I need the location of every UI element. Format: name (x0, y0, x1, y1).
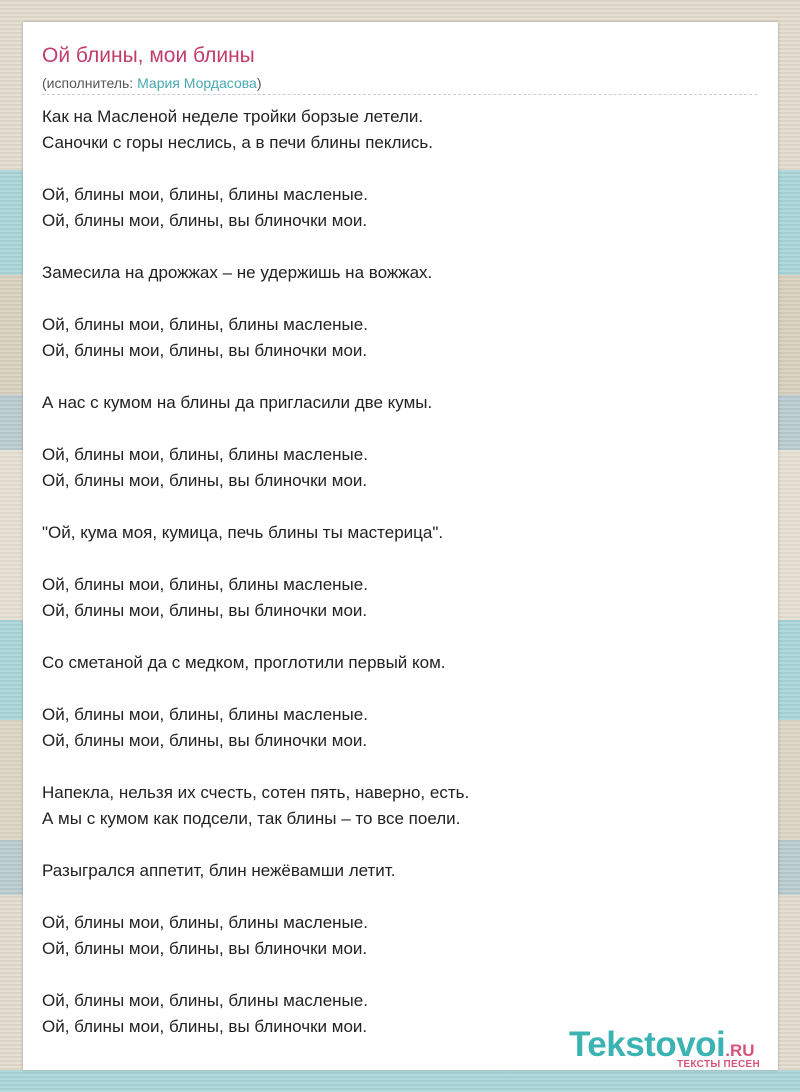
stanza-gap (42, 416, 469, 442)
artist-prefix: (исполнитель: (42, 75, 138, 91)
logo-name: Tekstovoi (569, 1025, 726, 1064)
lyric-line: А мы с кумом как подсели, так блины – то все поели. (42, 809, 461, 828)
lyric-line: Ой, блины мои, блины, вы блиночки мои. (42, 211, 368, 230)
logo-domain: .RU (725, 1041, 755, 1060)
stanza-gap (42, 286, 469, 312)
lyric-line: Со сметаной да с медком, проглотили первый ком. (42, 653, 446, 672)
stanza-gap (42, 624, 469, 650)
lyrics-body (42, 104, 469, 1040)
lyric-line: Ой, блины мои, блины, блины масленые. (42, 575, 368, 594)
lyric-line: "Ой, кума моя, кумица, печь блины ты мастерица". (42, 523, 444, 542)
lyrics-card (23, 22, 778, 1070)
lyric-line: Ой, блины мои, блины, вы блиночки мои. (42, 939, 368, 958)
artist-line (42, 75, 261, 91)
lyric-line: Ой, блины мои, блины, блины масленые. (42, 315, 368, 334)
artist-suffix: ) (256, 75, 262, 91)
lyric-line: Ой, блины мои, блины, вы блиночки мои. (42, 471, 368, 490)
lyric-line: Ой, блины мои, блины, вы блиночки мои. (42, 1017, 368, 1036)
lyric-line: Разыгрался аппетит, блин нежёвамши летит. (42, 861, 396, 880)
stanza-gap (42, 754, 469, 780)
lyric-line: Ой, блины мои, блины, блины масленые. (42, 445, 368, 464)
lyric-line: Ой, блины мои, блины, вы блиночки мои. (42, 601, 368, 620)
title-divider (42, 94, 757, 95)
lyric-line: Как на Масленой неделе тройки борзые летели. (42, 107, 424, 126)
stanza-gap (42, 962, 469, 988)
stanza-gap (42, 546, 469, 572)
stanza-gap (42, 234, 469, 260)
lyric-line: Ой, блины мои, блины, вы блиночки мои. (42, 731, 368, 750)
lyric-line: А нас с кумом на блины да пригласили две кумы. (42, 393, 433, 412)
lyric-line: Ой, блины мои, блины, вы блиночки мои. (42, 341, 368, 360)
lyric-line: Замесила на дрожжах – не удержишь на вожжах. (42, 263, 433, 282)
lyric-line: Ой, блины мои, блины, блины масленые. (42, 705, 368, 724)
lyric-line: Напекла, нельзя их счесть, сотен пять, наверно, есть. (42, 783, 470, 802)
lyric-line: Ой, блины мои, блины, блины масленые. (42, 913, 368, 932)
stanza-gap (42, 884, 469, 910)
site-logo[interactable] (569, 1025, 774, 1070)
artist-link[interactable]: Мария Мордасова (137, 75, 257, 91)
stanza-gap (42, 832, 469, 858)
stanza-gap (42, 156, 469, 182)
lyric-line: Ой, блины мои, блины, блины масленые. (42, 185, 368, 204)
stanza-gap (42, 676, 469, 702)
stanza-gap (42, 364, 469, 390)
lyric-line: Ой, блины мои, блины, блины масленые. (42, 991, 368, 1010)
lyric-line: Саночки с горы неслись, а в печи блины пеклись. (42, 133, 433, 152)
logo-tagline: ТЕКСТЫ ПЕСЕН (677, 1059, 760, 1070)
stanza-gap (42, 494, 469, 520)
song-title: Ой блины, мои блины (42, 44, 255, 67)
